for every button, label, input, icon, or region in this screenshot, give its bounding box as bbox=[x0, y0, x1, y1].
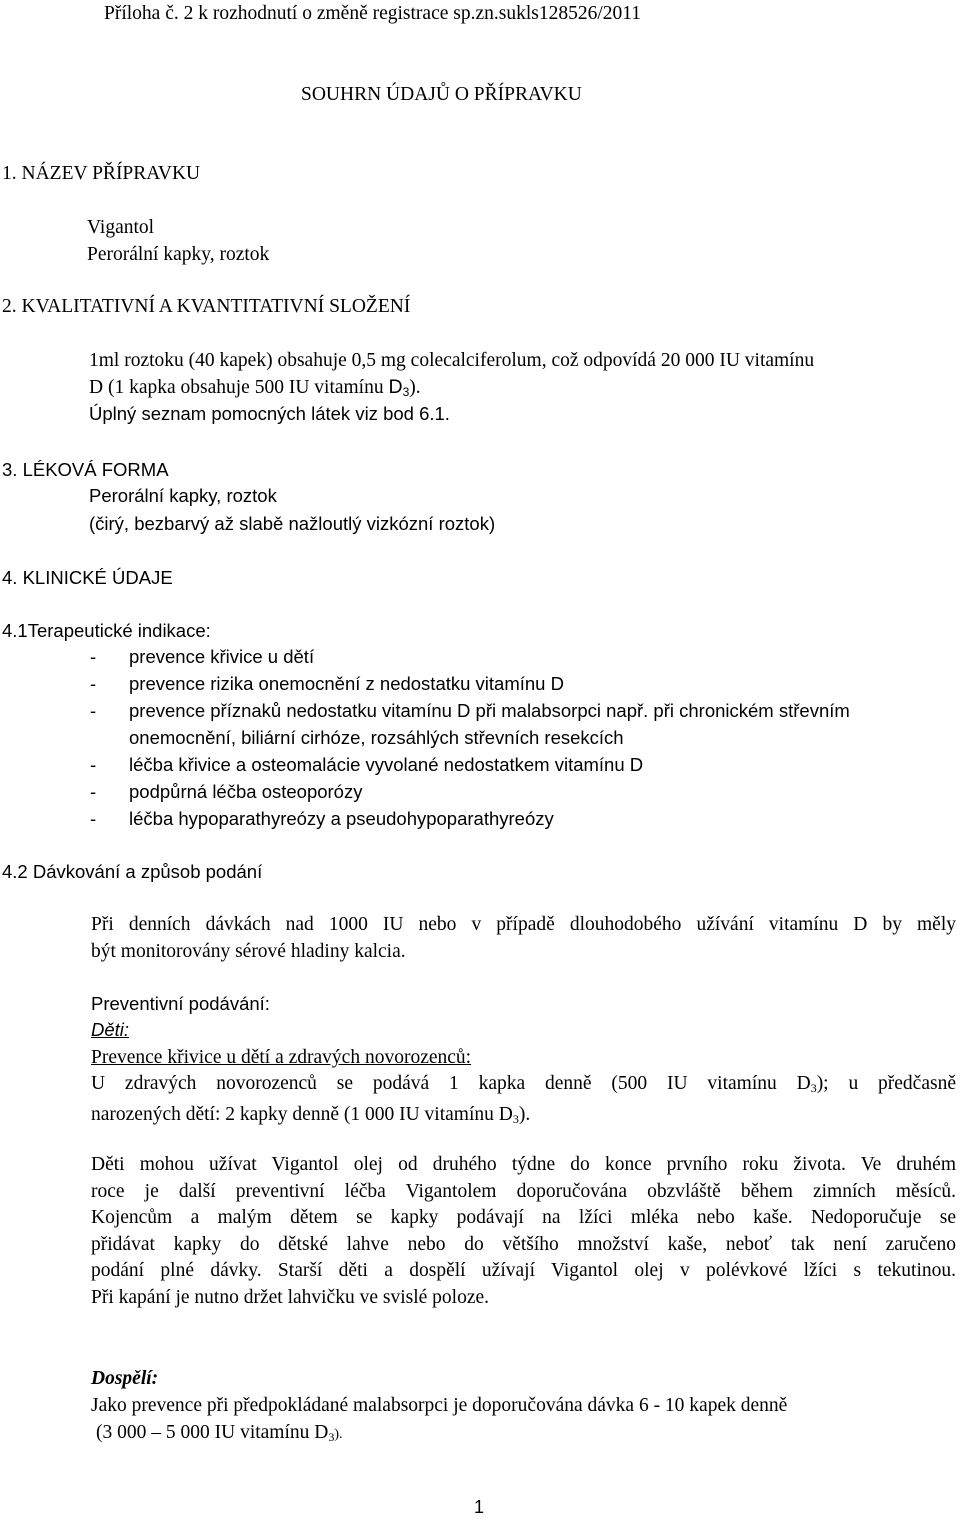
excipients-reference: Úplný seznam pomocných látek viz bod 6.1. bbox=[89, 403, 450, 424]
dosage-form: Perorální kapky, roztok bbox=[89, 485, 277, 506]
dosage-form-description: (čirý, bezbarvý až slabě nažloutlý vizkózní roztok) bbox=[89, 513, 496, 534]
list-item: léčba hypoparathyreózy a pseudohypoparathyreózy bbox=[129, 808, 554, 829]
list-item: prevence příznaků nedostatku vitamínu D při malabsorpci např. při chronickém střevním bbox=[129, 700, 850, 721]
rickets-prevention-heading: Prevence křivice u dětí a zdravých novorozenců: bbox=[91, 1047, 472, 1068]
product-form: Perorální kapky, roztok bbox=[87, 244, 270, 265]
composition-line-2: D (1 kapka obsahuje 500 IU vitamínu $D_3$). bbox=[89, 376, 421, 399]
section-2-heading: 2. KVALITATIVNÍ A KVANTITATIVNÍ SLOŽENÍ bbox=[2, 296, 411, 317]
page-number: 1 bbox=[474, 1497, 485, 1517]
list-bullet: - bbox=[90, 781, 97, 802]
newborn-dosing-paragraph: U zdravých novorozenců se podává 1 kapka denně (500 IU vitamínu $D_3$); u předčasně narozených dětí: 2 kapky denně (1 000 IU vitamínu $D_3$). bbox=[91, 1073, 956, 1126]
list-bullet: - bbox=[90, 646, 97, 667]
list-bullet: - bbox=[90, 754, 97, 775]
list-item: léčba křivice a osteomalácie vyvolané nedostatkem vitamínu D bbox=[129, 754, 644, 775]
list-bullet: - bbox=[90, 808, 97, 829]
section-3-heading: 3. LÉKOVÁ FORMA bbox=[2, 459, 169, 480]
adults-heading: Dospělí: bbox=[91, 1368, 159, 1389]
indications-heading: 4.1Terapeutické indikace: bbox=[2, 620, 211, 641]
list-bullet: - bbox=[90, 673, 97, 694]
adult-dosing-line-1: Jako prevence při předpokládané malabsorpci je doporučována dávka 6 - 10 kapek denně bbox=[91, 1395, 788, 1416]
product-name: Vigantol bbox=[87, 217, 155, 238]
section-4-heading: 4. KLINICKÉ ÚDAJE bbox=[2, 567, 173, 588]
dosing-heading: 4.2 Dávkování a způsob podání bbox=[2, 861, 263, 882]
children-heading: Děti: bbox=[91, 1019, 130, 1040]
list-bullet: - bbox=[90, 700, 97, 721]
list-item: prevence křivice u dětí bbox=[129, 646, 315, 667]
list-item: prevence rizika onemocnění z nedostatku vitamínu D bbox=[129, 673, 564, 694]
monitoring-paragraph: Při denních dávkách nad 1000 IU nebo v případě dlouhodobého užívání vitamínu D by měly být monitorovány sérové hladiny kalcia. bbox=[91, 914, 956, 962]
composition-line-1: 1ml roztoku (40 kapek) obsahuje 0,5 mg colecalciferolum, což odpovídá 20 000 IU vitamínu bbox=[89, 350, 815, 371]
section-1-heading: 1. NÁZEV PŘÍPRAVKU bbox=[2, 163, 201, 184]
adult-dosing-line-2: (3 000 – 5 000 IU vitamínu $D_3$). bbox=[96, 1422, 343, 1444]
document-header: Příloha č. 2 k rozhodnutí o změně registrace sp.zn.sukls128526/2011 bbox=[104, 3, 642, 24]
document-title: SOUHRN ÚDAJŮ O PŘÍPRAVKU bbox=[301, 84, 582, 105]
preventive-heading: Preventivní podávání: bbox=[91, 993, 270, 1014]
children-usage-paragraph: Děti mohou užívat Vigantol olej od druhého týdne do konce prvního roku života. Ve druhém roce je další preventivní léčba Vigantolem doporučována obzvláště během zimních měsíců. Kojencům a malým dětem se kapky podávají na lžíci mléka nebo kaše. Nedoporučuje se přidávat kapky do dětské lahve nebo do většího množství kaše, neboť tak není zaručeno podání plné dávky. Starší děti a dospělí užívají Vigantol olej v polévkové lžíci s tekutinou. Při kapání je nutno držet lahvičku ve svislé poloze. bbox=[91, 1154, 956, 1308]
list-item: podpůrná léčba osteoporózy bbox=[129, 781, 363, 802]
list-item-continuation: onemocnění, biliární cirhóze, rozsáhlých střevních resekcích bbox=[129, 727, 624, 748]
